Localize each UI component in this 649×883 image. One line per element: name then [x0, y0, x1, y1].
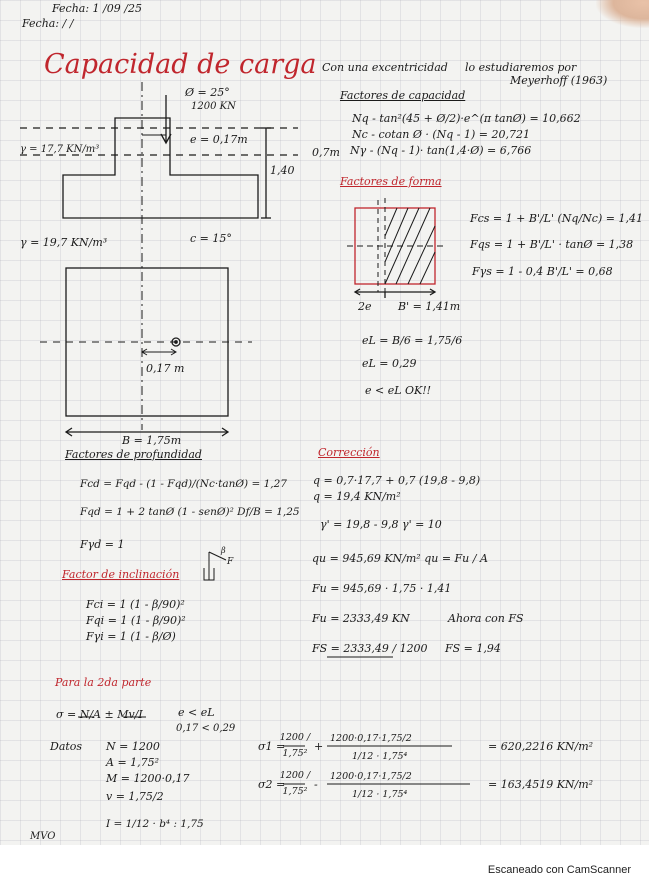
capacity-heading: Factores de capacidad	[340, 89, 466, 102]
sigma1-result: = 620,2216 KN/m²	[488, 740, 594, 753]
cohesion-label: c = 15°	[190, 232, 232, 245]
date-line-2: Fecha: / /	[22, 17, 74, 30]
sigma2-result: = 163,4519 KN/m²	[488, 778, 594, 791]
datos-m: M = 1200·0,17	[106, 772, 190, 785]
dim-2e: 2e	[358, 300, 372, 313]
shape-heading: Factores de forma	[340, 175, 442, 188]
sigma1-op: +	[314, 740, 324, 753]
beta-label: β	[221, 546, 226, 555]
phi-label: Ø = 25°	[185, 86, 230, 99]
fgd-formula: Fγd = 1	[80, 538, 125, 551]
dim-bprime: B' = 1,41m	[398, 300, 461, 313]
sigma1-label: σ1 =	[258, 740, 286, 753]
gamma2-label: γ = 19,7 KN/m³	[20, 236, 108, 249]
intro-line-2: lo estudiaremos por	[465, 61, 577, 74]
sigma1-numerator: 1200·0,17·1,75/2	[330, 733, 412, 744]
load-label: 1200 KN	[191, 101, 236, 112]
sigma1-denominator: 1/12 · 1,75⁴	[352, 751, 408, 762]
sigma2-label: σ2 =	[258, 778, 286, 791]
width-label: B = 1,75m	[122, 434, 182, 447]
corner-mark: MVO	[30, 831, 56, 842]
fqd-formula: Fqd = 1 + 2 tanØ (1 - senØ)² Df/B = 1,25	[80, 506, 300, 518]
ng-formula: Nγ - (Nq - 1)· tan(1,4·Ø) = 6,766	[350, 144, 532, 157]
eccentricity-label: e = 0,17m	[190, 133, 248, 146]
fcd-formula: Fcd = Fqd - (1 - Fqd)/(Nc·tanØ) = 1,27	[80, 478, 287, 490]
depth-label: 0,7m	[312, 146, 340, 159]
fcs-formula: Fcs = 1 + B'/L' (Nq/Nc) = 1,41	[470, 212, 643, 225]
q-formula: q = 0,7·17,7 + 0,7 (19,8 - 9,8)	[313, 474, 481, 487]
nq-formula: Nq - tan²(45 + Ø/2)·e^(π tanØ) = 10,662	[352, 112, 581, 125]
depth-heading: Factores de profundidad	[65, 448, 202, 461]
scanner-watermark: Escaneado con CamScanner	[487, 864, 631, 876]
sigma2-denominator: 1/12 · 1,75⁴	[352, 789, 408, 800]
correction-heading: Corrección	[318, 446, 380, 459]
page-title: Capacidad de carga	[44, 49, 317, 80]
el-formula: eL = B/6 = 1,75/6	[362, 334, 463, 347]
second-part-heading: Para la 2da parte	[55, 676, 152, 689]
sigma-formula: σ = N/A ± Mv/I	[56, 708, 143, 721]
sigma2-op: -	[314, 778, 318, 791]
sigma2-numerator: 1200·0,17·1,75/2	[330, 771, 412, 782]
sigma2-term1: 1200 / 1,75²	[279, 770, 311, 797]
fu-value: Fu = 2333,49 KN	[312, 612, 410, 625]
inclination-heading: Factor de inclinación	[62, 568, 180, 581]
datos-i: I = 1/12 · b⁴ : 1,75	[106, 818, 204, 830]
fu-formula: Fu = 945,69 · 1,75 · 1,41	[312, 582, 452, 595]
nc-formula: Nc - cotan Ø · (Nq - 1) = 20,721	[352, 128, 531, 141]
datos-v: v = 1,75/2	[106, 790, 164, 803]
ahora-fs: Ahora con FS	[448, 612, 524, 625]
q-value: q = 19,4 KN/m²	[313, 490, 401, 503]
height-label: 1,40	[270, 164, 295, 177]
fqi-formula: Fqi = 1 (1 - β/90)²	[86, 614, 186, 627]
el-value: eL = 0,29	[362, 357, 417, 370]
ecc-condition: e < eL	[178, 706, 215, 719]
gamma-prime: γ' = 19,8 - 9,8 γ' = 10	[320, 518, 442, 531]
fs-formula: FS = 2333,49 / 1200	[312, 642, 428, 655]
intro-line-1: Con una excentricidad	[322, 61, 448, 74]
fqs-formula: Fqs = 1 + B'/L' · tanØ = 1,38	[470, 238, 634, 251]
datos-n: N = 1200	[106, 740, 160, 753]
datos-label: Datos	[50, 740, 83, 753]
gamma1-label: γ = 17,7 KN/m³	[20, 144, 100, 155]
plan-ecc-label: 0,17 m	[146, 362, 185, 375]
fci-formula: Fci = 1 (1 - β/90)²	[86, 598, 185, 611]
date-line-1: Fecha: 1 /09 /25	[52, 2, 142, 15]
fgs-formula: Fγs = 1 - 0,4 B'/L' = 0,68	[472, 265, 613, 278]
fgi-formula: Fγi = 1 (1 - β/Ø)	[86, 630, 176, 643]
el-check: e < eL OK!!	[365, 384, 432, 397]
intro-line-3: Meyerhoff (1963)	[510, 74, 608, 87]
sigma1-term1: 1200 / 1,75²	[279, 732, 311, 759]
qu-value: qu = 945,69 KN/m² qu = Fu / A	[312, 552, 488, 565]
ecc-condition-values: 0,17 < 0,29	[176, 723, 236, 734]
force-label: F	[227, 557, 234, 567]
datos-a: A = 1,75²	[106, 756, 160, 769]
fs-value: FS = 1,94	[445, 642, 501, 655]
